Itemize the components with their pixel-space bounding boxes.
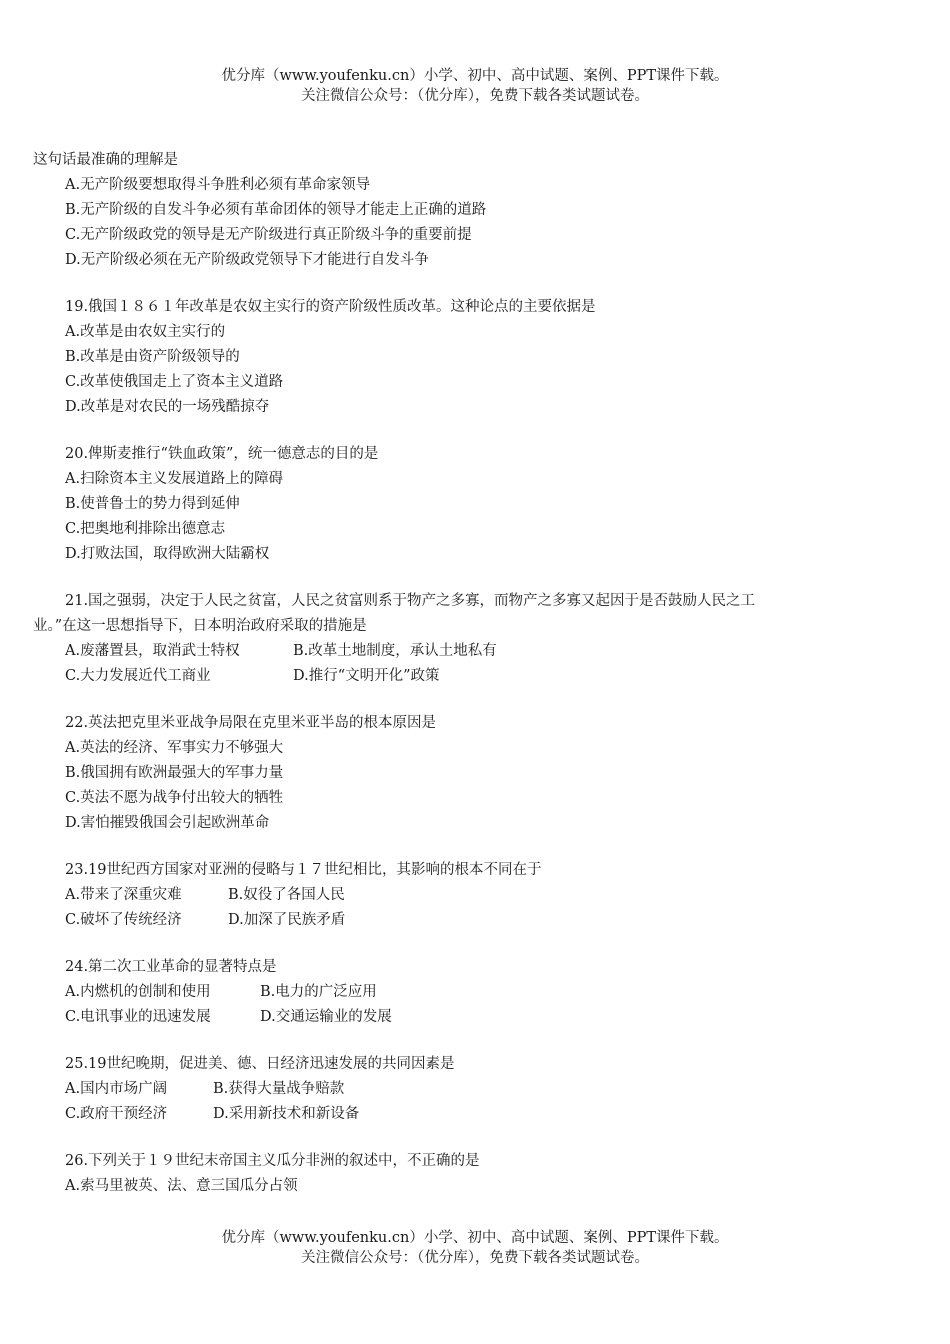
q23-option-b: B.奴役了各国人民 [228,887,345,903]
q19-option-b: B.改革是由资产阶级领导的 [65,349,240,365]
q22-option-d: D.害怕摧毁俄国会引起欧洲革命 [65,815,270,831]
q21-stem-line-2: 业。”在这一思想指导下，日本明治政府采取的措施是 [33,618,367,634]
q24-option-b: B.电力的广泛应用 [260,984,377,1000]
q24-option-a: A.内燃机的创制和使用 [65,984,211,1000]
q26-option-a: A.索马里被英、法、意三国瓜分占领 [65,1178,298,1194]
q20-option-b: B.使普鲁士的势力得到延伸 [65,496,240,512]
q24-option-d: D.交通运输业的发展 [260,1009,392,1025]
question-list [33,148,883,1199]
q22-option-a: A.英法的经济、军事实力不够强大 [65,740,284,756]
q21-option-a: A.废藩置县，取消武士特权 [65,643,240,659]
q18-option-d: D.无产阶级必须在无产阶级政党领导下才能进行自发斗争 [65,252,429,268]
q23-options-row-2 [33,908,883,933]
q21-option-c: C.大力发展近代工商业 [65,668,211,684]
q26-stem: 26.下列关于１９世纪末帝国主义瓜分非洲的叙述中，不正确的是 [65,1153,480,1169]
q22-option-b: B.俄国拥有欧洲最强大的军事力量 [65,765,284,781]
q21-stem-line-1: 21.国之强弱，决定于人民之贫富，人民之贫富则系于物产之多寡，而物产之多寡又起因于是否鼓励人民之工 [65,593,756,609]
q18-option-b: B.无产阶级的自发斗争必须有革命团体的领导才能走上正确的道路 [65,202,487,218]
q20-option-d: D.打败法国，取得欧洲大陆霸权 [65,546,270,562]
header-line-1: 优分库（www.youfenku.cn）小学、初中、高中试题、案例、PPT课件下载。 [221,68,729,84]
q21-options-row-1 [33,639,883,664]
q21-option-b: B.改革土地制度，承认土地私有 [293,643,497,659]
page-header [0,66,950,106]
q25-options-row-2 [33,1102,883,1127]
q24-option-c: C.电讯事业的迅速发展 [65,1009,211,1025]
q25-option-d: D.采用新技术和新设备 [213,1106,360,1122]
footer-line-1: 优分库（www.youfenku.cn）小学、初中、高中试题、案例、PPT课件下载。 [221,1230,729,1246]
q23-option-d: D.加深了民族矛盾 [228,912,346,928]
q21-options-row-2 [33,664,883,689]
q19-stem: 19.俄国１８６１年改革是农奴主实行的资产阶级性质改革。这种论点的主要依据是 [65,299,596,315]
q20-option-a: A.扫除资本主义发展道路上的障碍 [65,471,284,487]
footer-line-2: 关注微信公众号：（优分库），免费下载各类试题试卷。 [301,1250,649,1266]
q21-option-d: D.推行“文明开化”政策 [293,668,440,684]
q25-option-a: A.国内市场广阔 [65,1081,168,1097]
q20-option-c: C.把奥地利排除出德意志 [65,521,226,537]
q19-option-c: C.改革使俄国走上了资本主义道路 [65,374,284,390]
q25-stem: 25.19世纪晚期，促进美、德、日经济迅速发展的共同因素是 [65,1056,455,1072]
q25-option-b: B.获得大量战争赔款 [213,1081,345,1097]
header-line-2: 关注微信公众号：（优分库），免费下载各类试题试卷。 [301,88,649,104]
q23-option-a: A.带来了深重灾难 [65,887,182,903]
q22-option-c: C.英法不愿为战争付出较大的牺牲 [65,790,284,806]
q23-stem: 23.19世纪西方国家对亚洲的侵略与１７世纪相比，其影响的根本不同在于 [65,862,542,878]
q23-options-row-1 [33,883,883,908]
q24-options-row-2 [33,1005,883,1030]
q25-options-row-1 [33,1077,883,1102]
q23-option-c: C.破坏了传统经济 [65,912,182,928]
q22-stem: 22.英法把克里米亚战争局限在克里米亚半岛的根本原因是 [65,715,437,731]
page-footer [0,1228,950,1268]
q18-option-a: A.无产阶级要想取得斗争胜利必须有革命家领导 [65,177,371,193]
q20-stem: 20.俾斯麦推行“铁血政策”，统一德意志的目的是 [65,446,379,462]
q24-options-row-1 [33,980,883,1005]
q19-option-d: D.改革是对农民的一场残酷掠夺 [65,399,270,415]
q19-option-a: A.改革是由农奴主实行的 [65,324,226,340]
q25-option-c: C.政府干预经济 [65,1106,168,1122]
q18-stem-tail: 这句话最准确的理解是 [33,152,178,168]
q18-option-c: C.无产阶级政党的领导是无产阶级进行真正阶级斗争的重要前提 [65,227,472,243]
q24-stem: 24.第二次工业革命的显著特点是 [65,959,277,975]
